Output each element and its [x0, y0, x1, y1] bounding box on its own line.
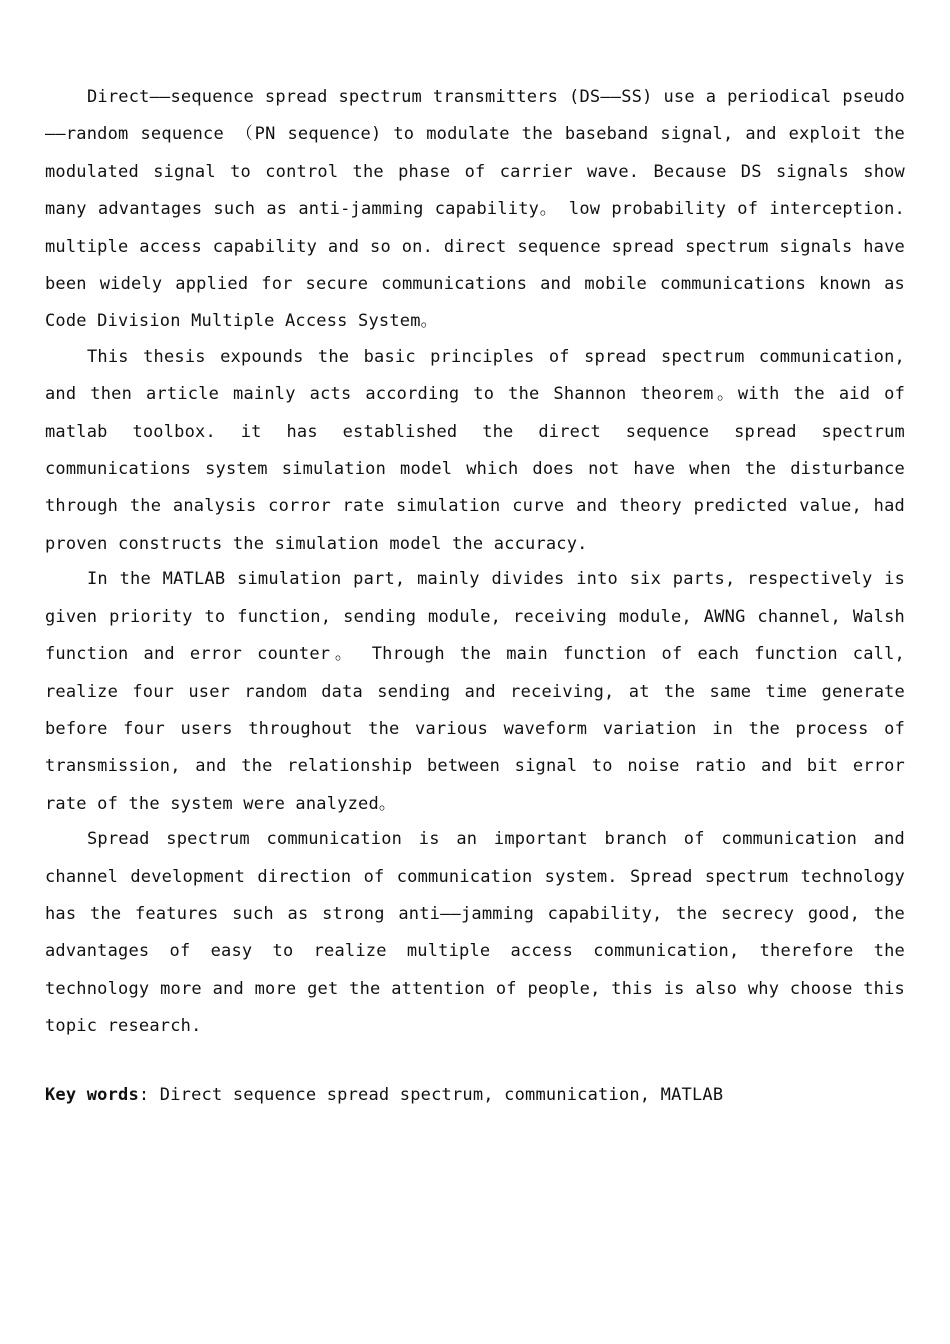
abstract-paragraph-4: Spread spectrum communication is an important branch of communication and channel development direction of communication system. Spread spectrum technology has the features such as strong anti——jamming capability, the secrecy good, the advantages of easy to realize multiple access communication, therefore the technology more and more get the attention of people, this is also why choose this topic research.	[45, 829, 905, 1037]
abstract-page	[45, 79, 905, 1114]
abstract-paragraph-1: Direct——sequence spread spectrum transmitters (DS——SS) use a periodical pseudo——random sequence （PN sequence) to modulate the baseband signal, and exploit the modulated signal to control the phase of carrier wave. Because DS signals show many advantages such as anti-jamming capability。 low probability of interception. multiple access capability and so on. direct sequence spread spectrum signals have been widely applied for secure communications and mobile communications known as Code Division Multiple Access System。	[45, 87, 905, 332]
keywords-line	[45, 1077, 905, 1114]
keywords-text: : Direct sequence spread spectrum, communication, MATLAB	[138, 1084, 724, 1105]
keywords-label: Key words	[45, 1084, 139, 1105]
abstract-paragraph-2: This thesis expounds the basic principles of spread spectrum communication, and then article mainly acts according to the Shannon theorem。with the aid of matlab toolbox. it has established the direct sequence spread spectrum communications system simulation model which does not have when the disturbance through the analysis corror rate simulation curve and theory predicted value, had proven constructs the simulation model the accuracy.	[45, 346, 905, 554]
abstract-paragraph-3: In the MATLAB simulation part, mainly divides into six parts, respectively is given priority to function, sending module, receiving module, AWNG channel, Walsh function and error counter。 Through the main function of each function call, realize four user random data sending and receiving, at the same time generate before four users throughout the various waveform variation in the process of transmission, and the relationship between signal to noise ratio and bit error rate of the system were analyzed。	[45, 569, 905, 814]
